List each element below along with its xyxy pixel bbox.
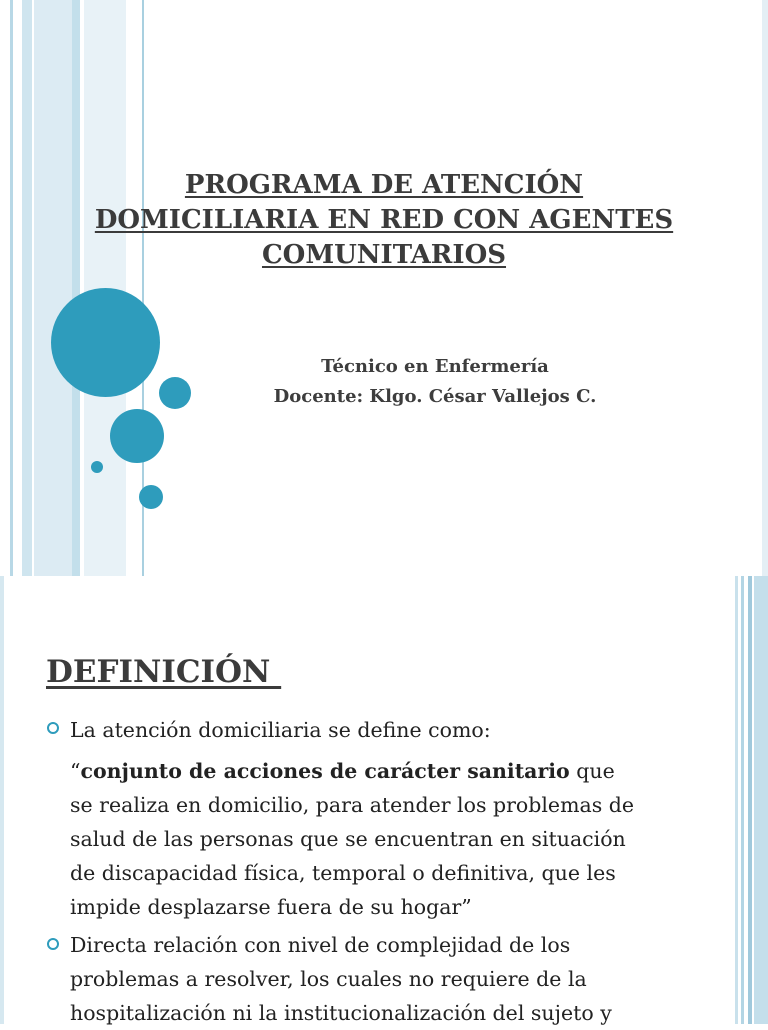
stripe-decoration: [34, 0, 72, 576]
stripe-decoration: [741, 576, 744, 1024]
course-name: Técnico en Enfermería: [321, 356, 549, 377]
decorative-circle: [91, 461, 103, 473]
list-item: [70, 928, 710, 1030]
quote-open-mark: “: [70, 759, 81, 783]
quote-text: salud de las personas que se encuentran en situación: [70, 827, 626, 851]
stripe-decoration: [754, 576, 768, 1024]
decorative-circle: [159, 377, 191, 409]
list-item: [70, 713, 710, 747]
stripe-decoration: [0, 576, 4, 1024]
definition-quote: [70, 754, 710, 924]
list-item-text: hospitalización ni la institucionalización del sujeto y: [70, 1001, 612, 1025]
slide-title-line: COMUNITARIOS: [261, 240, 507, 270]
decorative-circle: [110, 409, 164, 463]
slide-title: [60, 168, 708, 273]
bullet-icon: [47, 722, 59, 734]
slide-title-line: DOMICILIARIA EN RED CON AGENTES: [94, 205, 674, 235]
stripe-decoration: [735, 576, 738, 1024]
quote-text: se realiza en domicilio, para atender los problemas de: [70, 793, 635, 817]
quote-text: de discapacidad física, temporal o definitiva, que les: [70, 861, 616, 885]
slide-title-line: PROGRAMA DE ATENCIÓN: [184, 170, 584, 200]
bullet-icon: [47, 938, 59, 950]
stripe-decoration: [72, 0, 80, 576]
stripe-decoration: [748, 576, 752, 1024]
decorative-circle: [139, 485, 163, 509]
decorative-circle: [51, 288, 160, 397]
list-item-text: Directa relación con nivel de complejidad de los: [70, 933, 571, 957]
list-item-text: La atención domiciliaria se define como:: [70, 718, 491, 742]
stripe-decoration: [10, 0, 13, 576]
slide-subtitle: [230, 352, 640, 412]
quote-text: impide desplazarse fuera de su hogar”: [70, 895, 472, 919]
quote-text: que: [569, 759, 615, 783]
section-heading: DEFINICIÓN: [46, 654, 282, 690]
teacher-name: Docente: Klgo. César Vallejos C.: [273, 386, 597, 407]
quote-first-line: [70, 754, 710, 788]
stripe-decoration: [762, 0, 768, 576]
list-item-text: problemas a resolver, los cuales no requiere de la: [70, 967, 587, 991]
stripe-decoration: [22, 0, 32, 576]
quote-bold-text: conjunto de acciones de carácter sanitario: [80, 759, 570, 783]
